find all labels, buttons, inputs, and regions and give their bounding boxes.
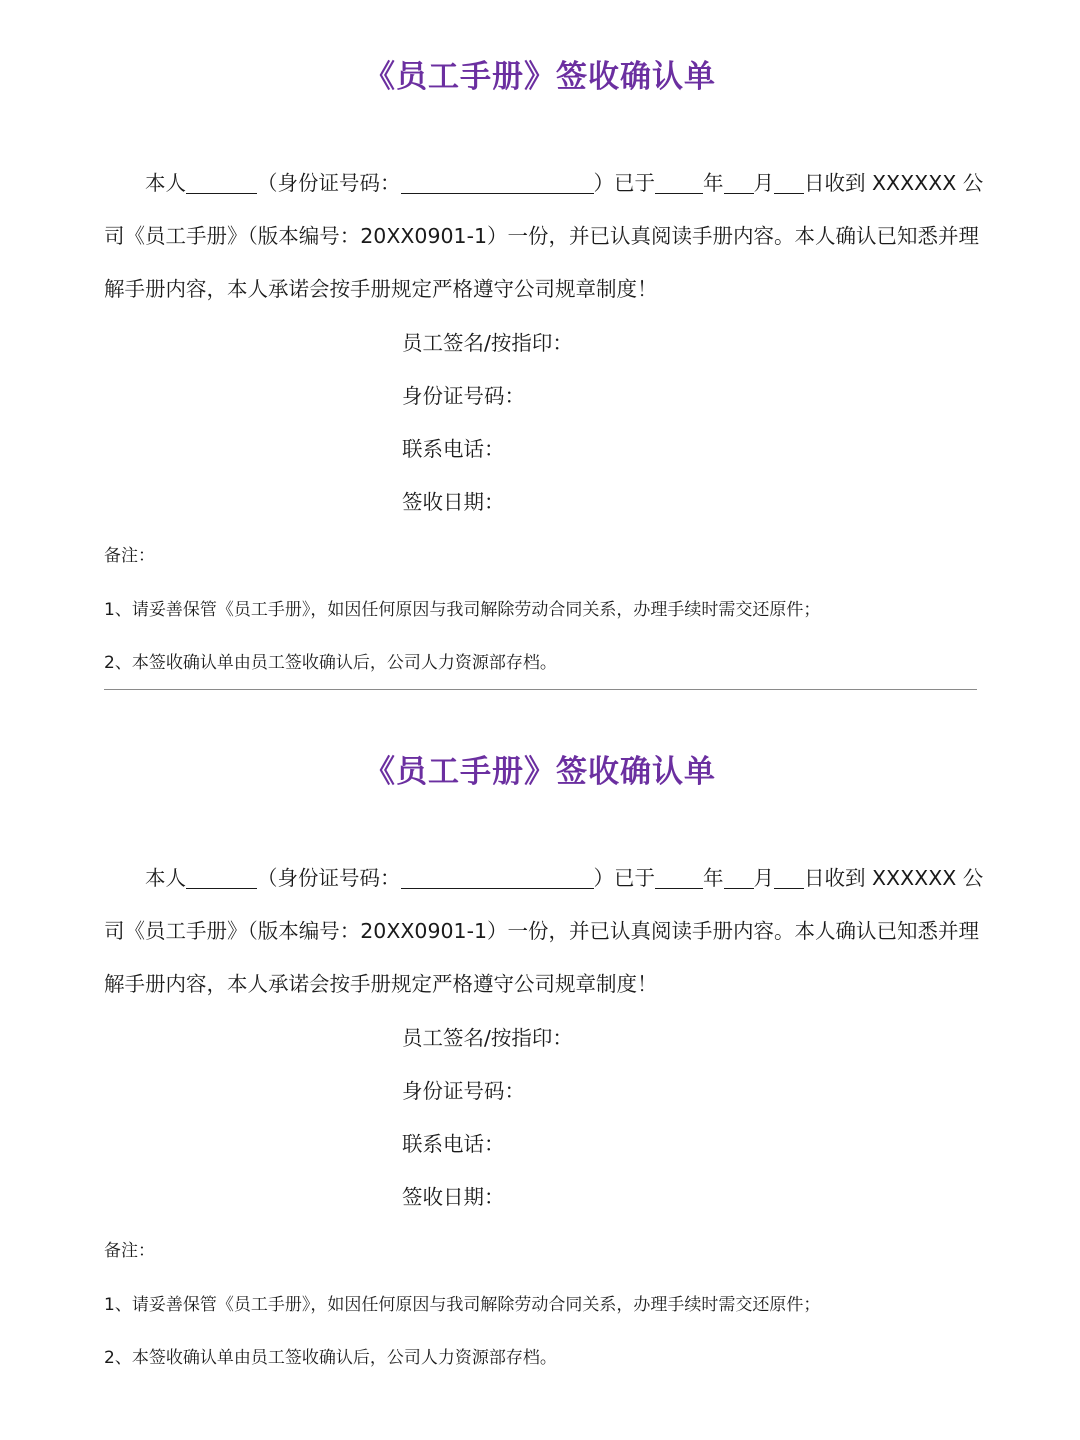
form-title: 《员工手册》签收确认单 bbox=[364, 754, 716, 790]
phone-field-label: 联系电话： bbox=[402, 437, 505, 461]
day-blank bbox=[774, 866, 804, 889]
receipt-form-2 bbox=[0, 695, 1080, 1390]
receipt-form-1 bbox=[0, 0, 1080, 695]
statement-text: ）已于 bbox=[593, 866, 655, 890]
note-item-1: 1、请妥善保管《员工手册》，如因任何原因与我司解除劳动合同关系，办理手续时需交还原件； bbox=[104, 1295, 821, 1315]
id-number-blank bbox=[401, 171, 594, 194]
date-field-label: 签收日期： bbox=[402, 490, 505, 514]
year-blank bbox=[655, 171, 703, 194]
statement-text: 日收到 XXXXXX 公 bbox=[804, 866, 984, 890]
id-number-field-label: 身份证号码： bbox=[402, 1079, 525, 1103]
name-blank bbox=[186, 866, 257, 889]
signature-field-label: 员工签名/按指印： bbox=[402, 1026, 573, 1050]
statement-line-3: 解手册内容，本人承诺会按手册规定严格遵守公司规章制度！ bbox=[104, 277, 658, 301]
phone-field-label: 联系电话： bbox=[402, 1132, 505, 1156]
id-number-field-label: 身份证号码： bbox=[402, 384, 525, 408]
note-item-1: 1、请妥善保管《员工手册》，如因任何原因与我司解除劳动合同关系，办理手续时需交还原件； bbox=[104, 600, 821, 620]
signature-field-label: 员工签名/按指印： bbox=[402, 331, 573, 355]
id-number-blank bbox=[401, 866, 594, 889]
statement-text: 本人 bbox=[145, 171, 186, 195]
form-divider bbox=[104, 689, 977, 690]
statement-text: 月 bbox=[753, 171, 774, 195]
statement-text: （身份证号码： bbox=[257, 866, 401, 890]
statement-line-1 bbox=[104, 863, 984, 893]
notes-heading: 备注： bbox=[104, 546, 155, 566]
year-blank bbox=[655, 866, 703, 889]
statement-line-3: 解手册内容，本人承诺会按手册规定严格遵守公司规章制度！ bbox=[104, 972, 658, 996]
statement-text: 日收到 XXXXXX 公 bbox=[804, 171, 984, 195]
statement-text: （身份证号码： bbox=[257, 171, 401, 195]
statement-text: 本人 bbox=[145, 866, 186, 890]
statement-text: 年 bbox=[703, 171, 724, 195]
statement-line-2: 司《员工手册》（版本编号：20XX0901-1）一份，并已认真阅读手册内容。本人确认已知悉并理 bbox=[104, 919, 980, 943]
statement-text: 年 bbox=[703, 866, 724, 890]
note-item-2: 2、本签收确认单由员工签收确认后，公司人力资源部存档。 bbox=[104, 653, 557, 673]
day-blank bbox=[774, 171, 804, 194]
notes-heading: 备注： bbox=[104, 1241, 155, 1261]
statement-line-1 bbox=[104, 168, 984, 198]
statement-text: ）已于 bbox=[593, 171, 655, 195]
date-field-label: 签收日期： bbox=[402, 1185, 505, 1209]
statement-text: 月 bbox=[753, 866, 774, 890]
form-title: 《员工手册》签收确认单 bbox=[364, 59, 716, 95]
name-blank bbox=[186, 171, 257, 194]
month-blank bbox=[724, 866, 754, 889]
note-item-2: 2、本签收确认单由员工签收确认后，公司人力资源部存档。 bbox=[104, 1348, 557, 1368]
statement-line-2: 司《员工手册》（版本编号：20XX0901-1）一份，并已认真阅读手册内容。本人确认已知悉并理 bbox=[104, 224, 980, 248]
month-blank bbox=[724, 171, 754, 194]
